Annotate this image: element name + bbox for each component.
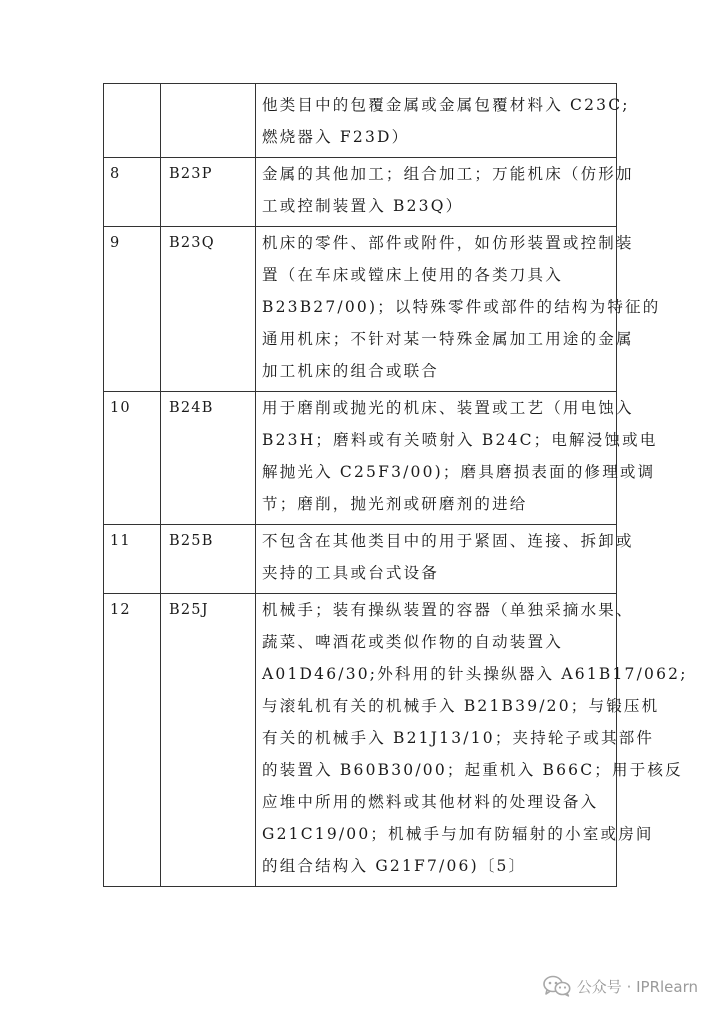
table-body (104, 84, 688, 887)
class-code-cell (161, 227, 256, 392)
row-number: 9 (110, 235, 121, 251)
description-line: G21C19/00；机械手与加有防辐射的小室或房间 (262, 825, 654, 843)
class-code: B23P (169, 166, 213, 182)
description-line: 金属的其他加工；组合加工；万能机床（仿形加 (262, 165, 634, 183)
row-number: 10 (110, 400, 131, 416)
row-number: 12 (110, 602, 131, 618)
class-code-cell (161, 594, 256, 887)
description-line: 应堆中所用的燃料或其他材料的处理设备入 (262, 793, 599, 811)
description-line: 工或控制装置入 B23Q） (262, 197, 464, 215)
table-row (104, 84, 617, 158)
description-cell (256, 594, 688, 887)
table-row (104, 227, 617, 392)
description-line: 有关的机械手入 B21J13/10；夹持轮子或其部件 (262, 729, 655, 747)
class-code-cell (161, 525, 256, 594)
description-cell (256, 525, 634, 594)
description-cell (256, 84, 630, 158)
row-number-cell (104, 227, 161, 392)
description-line: 蔬菜、啤酒花或类似作物的自动装置入 (262, 633, 563, 651)
description-cell (256, 158, 634, 227)
table-row (104, 392, 617, 525)
ipc-classification-table (103, 83, 688, 887)
class-code-cell (161, 84, 256, 158)
description-line: 置（在车床或镗床上使用的各类刀具入 (262, 266, 563, 284)
description-line: 节；磨削，抛光剂或研磨剂的进给 (262, 495, 528, 513)
class-code-cell (161, 392, 256, 525)
description-line: 的组合结构入 G21F7/06)〔5〕 (262, 857, 527, 875)
class-code: B23Q (169, 235, 215, 251)
class-code: B24B (169, 400, 214, 416)
class-code-cell (161, 158, 256, 227)
description-cell (256, 392, 658, 525)
description-line: 的装置入 B60B30/00；起重机入 B66C；用于核反 (262, 761, 683, 779)
table-row (104, 594, 617, 887)
account-watermark (543, 972, 698, 1000)
description-line: B23B27/00)；以特殊零件或部件的结构为特征的 (262, 298, 661, 316)
row-number-cell (104, 525, 161, 594)
description-line: 用于磨削或抛光的机床、装置或工艺（用电蚀入 (262, 399, 634, 417)
description-line: 他类目中的包覆金属或金属包覆材料入 C23C; (262, 96, 630, 114)
row-number-cell (104, 392, 161, 525)
row-number: 11 (110, 533, 131, 549)
description-line: A01D46/30;外科用的针头操纵器入 A61B17/062; (262, 665, 688, 683)
wechat-icon (543, 975, 571, 997)
description-line: 不包含在其他类目中的用于紧固、连接、拆卸或 (262, 532, 634, 550)
description-line: 解抛光入 C25F3/00)；磨具磨损表面的修理或调 (262, 463, 656, 481)
description-line: B23H；磨料或有关喷射入 B24C；电解浸蚀或电 (262, 431, 658, 449)
description-line: 与滚轧机有关的机械手入 B21B39/20；与锻压机 (262, 697, 660, 715)
description-line: 机械手；装有操纵装置的容器（单独采摘水果、 (262, 601, 634, 619)
description-line: 通用机床；不针对某一特殊金属加工用途的金属 (262, 330, 634, 348)
row-number-cell (104, 594, 161, 887)
row-number: 8 (110, 166, 121, 182)
class-code: B25B (169, 533, 214, 549)
description-cell (256, 227, 661, 392)
table-row (104, 158, 617, 227)
class-code: B25J (169, 602, 209, 618)
description-line: 加工机床的组合或联合 (262, 362, 440, 380)
row-number-cell (104, 84, 161, 158)
description-line: 夹持的工具或台式设备 (262, 564, 440, 582)
table-row (104, 525, 617, 594)
watermark-text: 公众号 · IPRlearn (576, 977, 698, 996)
row-number-cell (104, 158, 161, 227)
description-line: 燃烧器入 F23D） (262, 128, 410, 146)
description-line: 机床的零件、部件或附件，如仿形装置或控制装 (262, 234, 634, 252)
